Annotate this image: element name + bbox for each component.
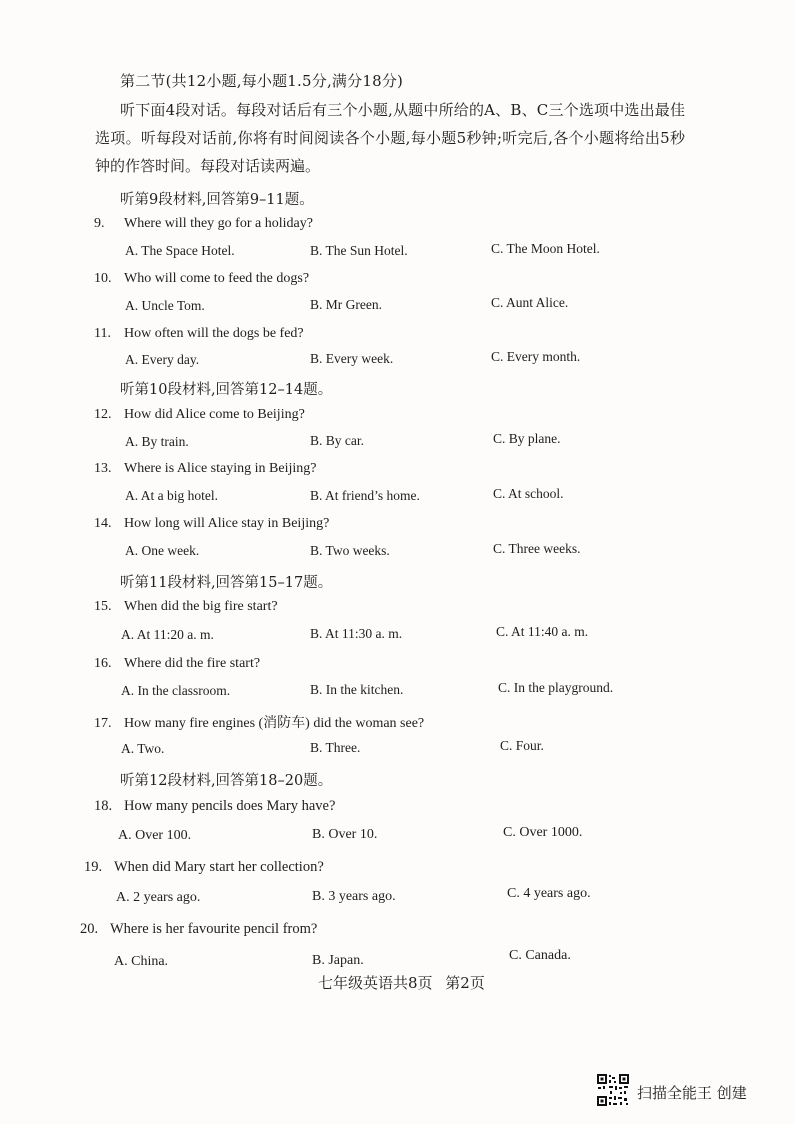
option-12b: B. By car. (310, 433, 364, 448)
question-number: 13. (94, 461, 112, 476)
option-14c: C. Three weeks. (493, 541, 581, 556)
question-15 (94, 599, 278, 615)
option-15b: B. At 11:30 a. m. (310, 626, 403, 641)
question-text: How long will Alice stay in Beijing? (124, 516, 330, 531)
group-heading-11: 听第11段材料,回答第15–17题。 (120, 575, 333, 591)
group-heading-10: 听第10段材料,回答第12–14题。 (120, 382, 333, 398)
option-16c: C. In the playground. (498, 680, 614, 695)
page-footer: 七年级英语共8页 第2页 (318, 974, 485, 992)
question-11 (94, 326, 304, 342)
option-18b: B. Over 10. (312, 827, 378, 842)
option-9b: B. The Sun Hotel. (310, 243, 408, 258)
option-19c: C. 4 years ago. (507, 886, 591, 901)
question-text: Where is her favourite pencil from? (110, 921, 318, 937)
question-text: Where is Alice staying in Beijing? (124, 461, 317, 476)
option-17b: B. Three. (310, 740, 361, 755)
option-20b: B. Japan. (312, 953, 364, 968)
question-number: 14. (94, 516, 112, 531)
question-14 (94, 516, 329, 532)
question-12 (94, 407, 305, 423)
question-text: How many fire engines (消防车) did the woman see? (124, 716, 425, 731)
option-16a: A. In the classroom. (121, 683, 231, 698)
option-9a: A. The Space Hotel. (125, 243, 235, 258)
option-13b: B. At friend’s home. (310, 488, 420, 503)
option-11b: B. Every week. (310, 351, 394, 366)
option-9c: C. The Moon Hotel. (491, 241, 600, 256)
question-number: 16. (94, 656, 112, 671)
question-text: Where will they go for a holiday? (124, 216, 313, 231)
option-18c: C. Over 1000. (503, 825, 583, 840)
option-11c: C. Every month. (491, 349, 581, 364)
group-heading-12: 听第12段材料,回答第18–20题。 (120, 773, 333, 789)
option-14a: A. One week. (125, 543, 200, 558)
question-text: Where did the fire start? (124, 656, 261, 671)
question-number: 10. (94, 271, 112, 286)
question-number: 9. (94, 216, 105, 231)
option-12c: C. By plane. (493, 431, 561, 446)
option-13c: C. At school. (493, 486, 564, 501)
question-9 (94, 216, 313, 232)
question-19 (84, 859, 324, 876)
question-number: 12. (94, 407, 112, 422)
watermark-text: 扫描全能王 创建 (637, 1084, 747, 1102)
question-text: When did Mary start her collection? (114, 859, 324, 875)
question-number: 17. (94, 716, 112, 731)
option-20a: A. China. (114, 954, 169, 969)
question-number: 20. (80, 921, 99, 937)
option-16b: B. In the kitchen. (310, 682, 404, 697)
option-17c: C. Four. (500, 738, 544, 753)
question-number: 11. (94, 326, 111, 341)
option-14b: B. Two weeks. (310, 543, 390, 558)
question-18 (94, 798, 335, 815)
question-text: Who will come to feed the dogs? (124, 271, 310, 286)
question-16 (94, 656, 260, 672)
question-text: When did the big fire start? (124, 599, 278, 614)
question-13 (94, 461, 316, 477)
question-text: How did Alice come to Beijing? (124, 407, 305, 422)
question-text: How many pencils does Mary have? (124, 798, 336, 814)
group-heading-9: 听第9段材料,回答第9–11题。 (120, 192, 314, 208)
option-10c: C. Aunt Alice. (491, 295, 569, 310)
question-number: 18. (94, 798, 113, 814)
option-10a: A. Uncle Tom. (125, 298, 205, 313)
option-15c: C. At 11:40 a. m. (496, 624, 589, 639)
qr-code-icon (596, 1073, 630, 1107)
section-instructions: 听下面4段对话。每段对话后有三个小题,从题中所给的A、B、C三个选项中选出最佳选项。听每段对话前,你将有时间阅读各个小题,每小题5秒钟;听完后,各个小题将给出5秒钟的作答时间。每段对话读两遍。 (95, 101, 685, 175)
question-17 (94, 712, 424, 732)
option-11a: A. Every day. (125, 352, 200, 367)
option-20c: C. Canada. (509, 948, 571, 963)
question-number: 19. (84, 859, 103, 875)
question-number: 15. (94, 599, 112, 614)
question-text: How often will the dogs be fed? (124, 326, 304, 341)
question-20 (80, 921, 317, 938)
question-10 (94, 271, 309, 287)
option-17a: A. Two. (121, 741, 165, 756)
option-12a: A. By train. (125, 434, 189, 449)
option-18a: A. Over 100. (118, 828, 192, 843)
option-13a: A. At a big hotel. (125, 488, 218, 503)
option-10b: B. Mr Green. (310, 297, 382, 312)
option-19a: A. 2 years ago. (116, 890, 201, 905)
section-heading: 第二节(共12小题,每小题1.5分,满分18分) (120, 72, 404, 90)
option-19b: B. 3 years ago. (312, 889, 396, 904)
option-15a: A. At 11:20 a. m. (121, 627, 214, 642)
